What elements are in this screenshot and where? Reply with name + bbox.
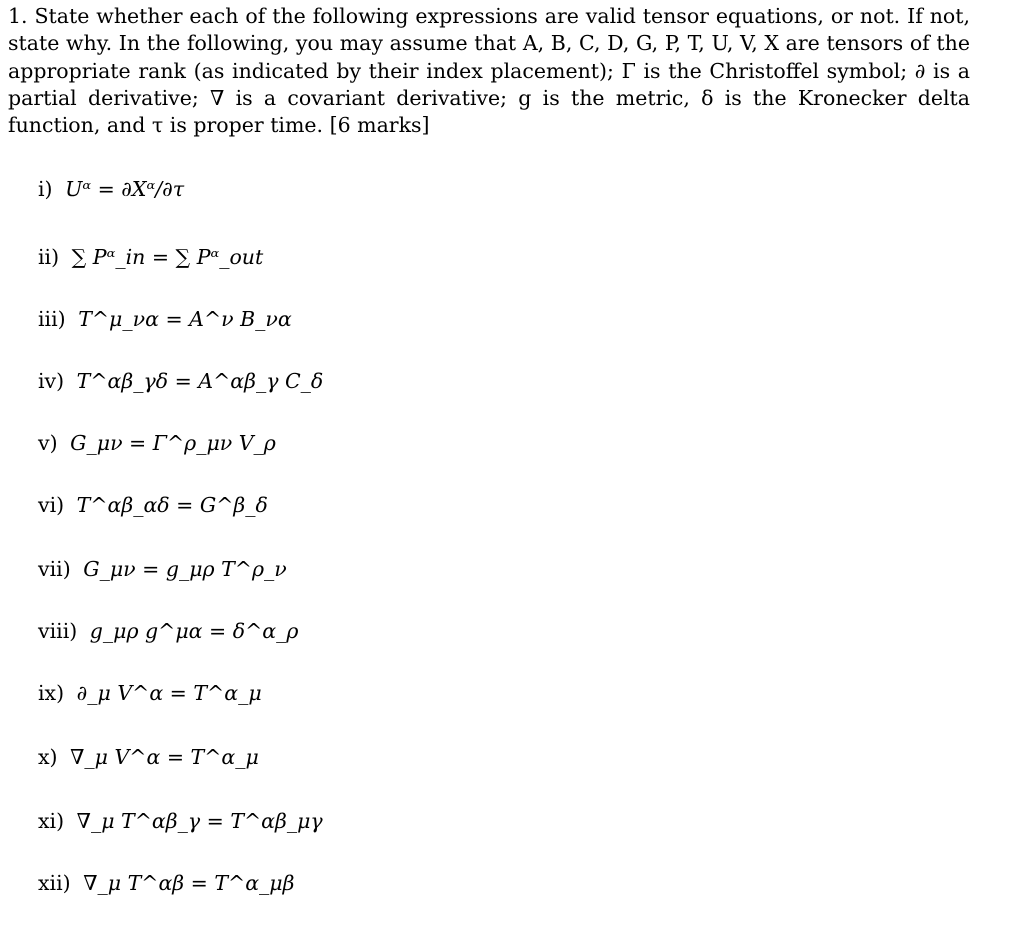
list-item [38, 169, 638, 209]
question-number: 1. [8, 4, 28, 28]
item-equation: ∇_μ V^α = T^α_μ [70, 745, 259, 769]
item-label: ix) [38, 681, 65, 705]
item-label: x) [38, 745, 58, 769]
item-equation: T^αβ_αδ = G^β_δ [76, 493, 268, 517]
list-item [38, 299, 638, 339]
list-item [38, 423, 638, 463]
list-item [38, 361, 638, 401]
item-equation: ∇_μ T^αβ_γ = T^αβ_μγ [76, 809, 323, 833]
list-item [38, 549, 638, 589]
list-item [38, 863, 638, 903]
item-equation: G_μν = Γ^ρ_μν V_ρ [70, 431, 276, 455]
list-item [38, 611, 638, 651]
item-equation: Uᵅ = ∂Xᵅ/∂τ [65, 177, 185, 201]
item-equation: T^μ_να = A^ν B_να [78, 307, 292, 331]
item-equation: ∑ Pᵅ_in = ∑ Pᵅ_out [71, 245, 264, 269]
list-item [38, 801, 638, 841]
list-item [38, 673, 638, 713]
item-equation: G_μν = g_μρ T^ρ_ν [83, 557, 287, 581]
item-equation: g_μρ g^μα = δ^α_ρ [89, 619, 299, 643]
item-label: vi) [38, 493, 65, 517]
question-text: State whether each of the following expressions are valid tensor equations, or not. If not, state why. In the following, you may assume that A, B, C, D, G, P, T, U, V, X are tensors of the appropriate rank (as indicated by their index placement); Γ is the Christoffel symbol; ∂ is a partial derivative; ∇ is a covariant derivative; g is the metric, δ is the Kronecker delta function, and τ is proper time. [6 marks] [8, 4, 970, 138]
item-label: xii) [38, 871, 71, 895]
list-item [38, 237, 638, 277]
question-paragraph [8, 3, 970, 139]
list-item [38, 485, 638, 525]
item-label: vii) [38, 557, 71, 581]
item-label: viii) [38, 619, 78, 643]
item-equation: ∇_μ T^αβ = T^α_μβ [83, 871, 295, 895]
item-label: xi) [38, 809, 65, 833]
item-label: iii) [38, 307, 66, 331]
item-label: ii) [38, 245, 60, 269]
list-item [38, 737, 638, 777]
item-label: v) [38, 431, 58, 455]
item-label: i) [38, 177, 53, 201]
item-equation: ∂_μ V^α = T^α_μ [76, 681, 262, 705]
item-label: iv) [38, 369, 65, 393]
item-equation: T^αβ_γδ = A^αβ_γ C_δ [76, 369, 324, 393]
